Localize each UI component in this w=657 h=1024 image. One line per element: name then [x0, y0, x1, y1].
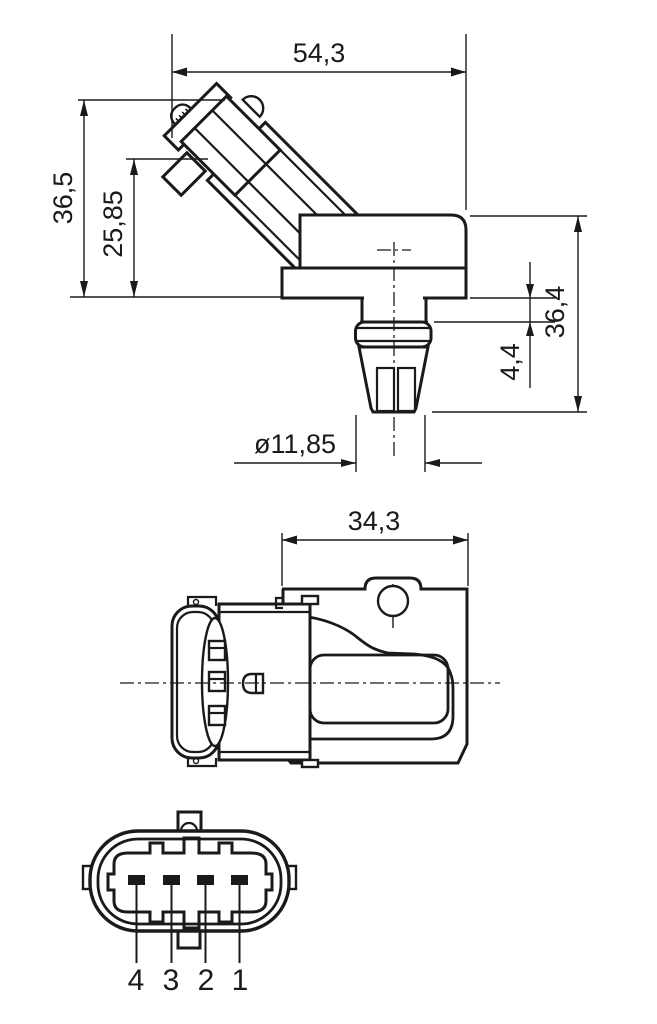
terminal-1	[231, 875, 248, 885]
pin-label-1: 1	[231, 964, 249, 997]
top-view	[120, 506, 500, 767]
connector-housing-outer	[90, 831, 289, 931]
bottom-key-tab	[178, 931, 200, 948]
dim-body-width-label: 34,3	[347, 506, 401, 536]
dim-groove-offset-label: 4,4	[495, 343, 525, 381]
pin-label-4: 4	[127, 964, 145, 997]
terminal-2	[197, 875, 214, 885]
side-view	[48, 34, 587, 472]
terminal-4	[128, 875, 145, 885]
pin-label-3: 3	[162, 964, 180, 997]
dim-port-diameter-label: ø11,85	[253, 429, 337, 459]
dim-connector-height-label: 25,85	[98, 190, 128, 258]
mounting-hole	[378, 586, 408, 616]
sensor-body	[300, 215, 466, 268]
dim-right-height-label: 36,4	[540, 285, 570, 339]
dim-overall-width-label: 54,3	[292, 38, 346, 68]
terminal-3	[163, 875, 180, 885]
connector-pinout-view	[83, 812, 296, 997]
o-ring-groove	[356, 322, 432, 347]
connector-latch-bump	[243, 91, 268, 116]
barrel	[219, 604, 310, 760]
dimension-body-width	[282, 506, 468, 586]
connector-shroud	[172, 597, 228, 766]
sensor-flange	[282, 268, 466, 298]
dimension-port-diameter	[234, 415, 482, 472]
pin-label-2: 2	[197, 964, 215, 997]
dim-overall-height-label: 36,5	[48, 171, 78, 225]
